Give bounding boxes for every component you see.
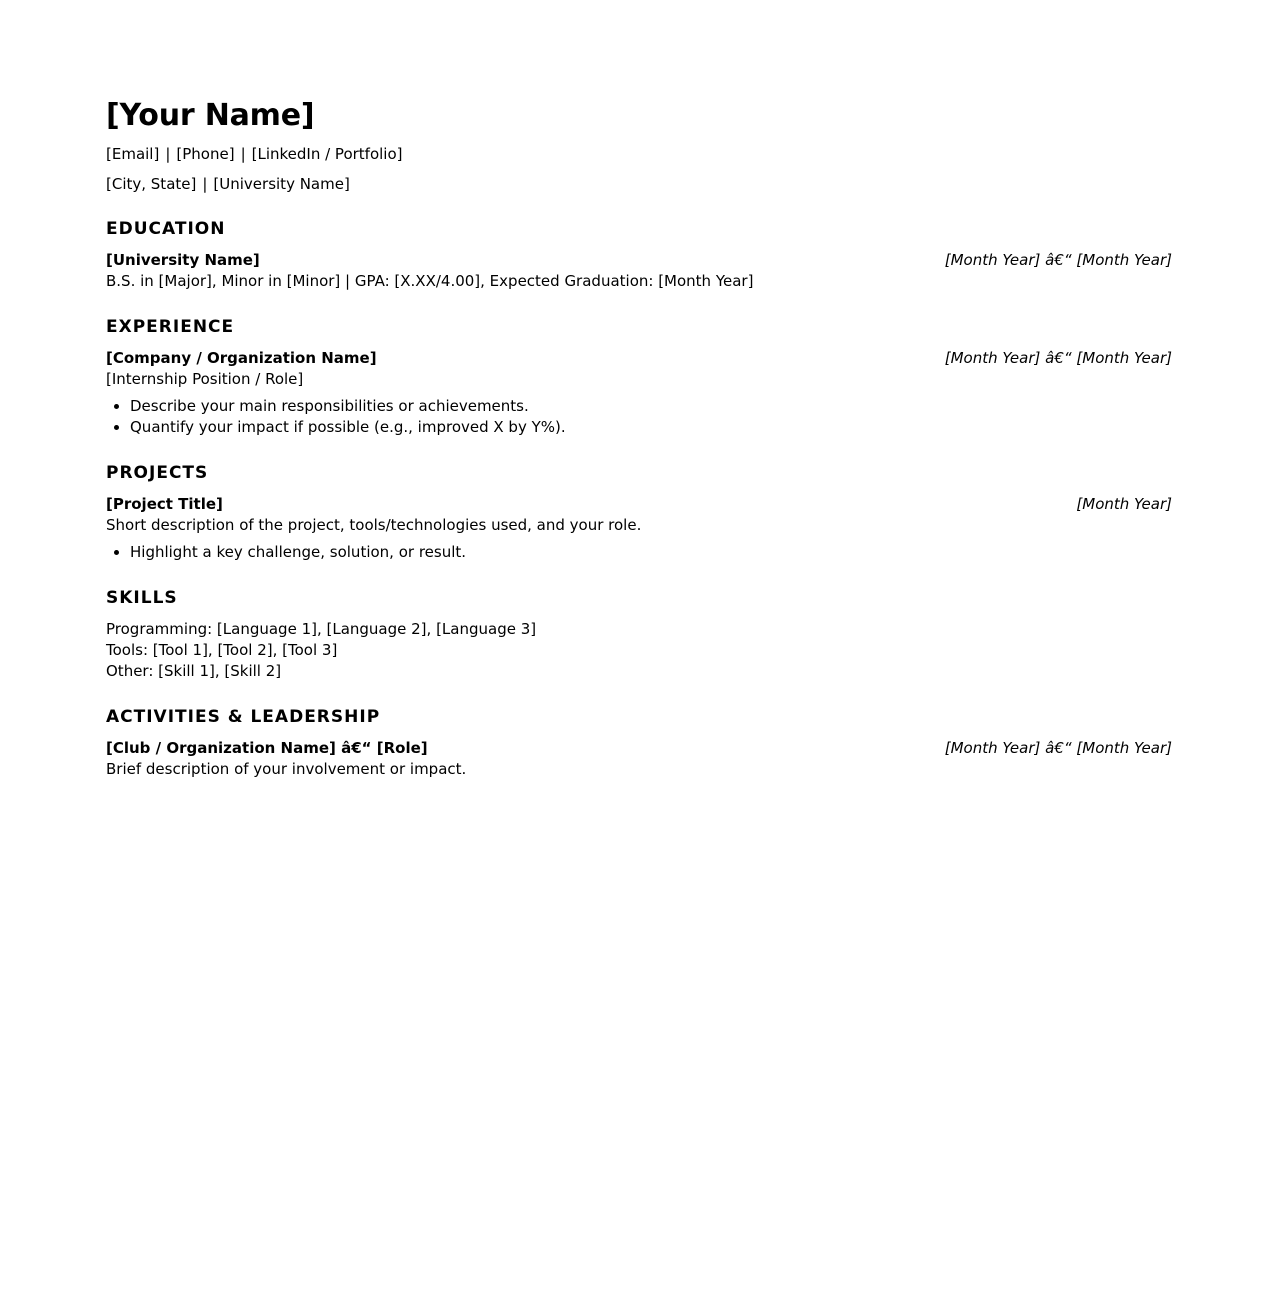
experience-entry-head <box>106 348 1172 369</box>
experience-bullets <box>106 396 1172 438</box>
project-description: Short description of the project, tools/technologies used, and your role. <box>106 516 642 534</box>
experience-date: [Month Year] â€“ [Month Year] <box>944 349 1172 367</box>
activity-date: [Month Year] â€“ [Month Year] <box>944 739 1172 757</box>
skills-other: Other: [Skill 1], [Skill 2] <box>106 662 282 680</box>
contact-line-primary <box>106 144 1172 164</box>
section-title-skills: SKILLS <box>106 588 178 608</box>
contact-line-secondary <box>106 174 1172 194</box>
project-title: [Project Title] <box>106 495 223 513</box>
education-detail: B.S. in [Major], Minor in [Minor] | GPA: [X.XX/4.00], Expected Graduation: [Month Year] <box>106 272 754 290</box>
activities-section <box>106 706 1172 780</box>
contact-phone: [Phone] <box>176 145 235 163</box>
activity-entry-head <box>106 738 1172 759</box>
skills-tools: Tools: [Tool 1], [Tool 2], [Tool 3] <box>106 641 338 659</box>
experience-section <box>106 316 1172 438</box>
activity-club: [Club / Organization Name] â€“ [Role] <box>106 739 428 757</box>
activity-description: Brief description of your involvement or impact. <box>106 760 467 778</box>
section-title-activities: ACTIVITIES & LEADERSHIP <box>106 707 381 727</box>
section-title-experience: EXPERIENCE <box>106 317 235 337</box>
candidate-name: [Your Name] <box>106 98 315 133</box>
resume-header <box>106 96 1172 194</box>
list-item: • Quantify your impact if possible (e.g., improved X by Y%). <box>130 417 1172 438</box>
section-title-education: EDUCATION <box>106 219 226 239</box>
list-item: • Describe your main responsibilities or achievements. <box>130 396 1172 417</box>
section-title-projects: PROJECTS <box>106 463 209 483</box>
contact-email: [Email] <box>106 145 160 163</box>
contact-separator: | <box>202 175 208 193</box>
education-school: [University Name] <box>106 251 260 269</box>
education-section <box>106 218 1172 292</box>
contact-separator: | <box>165 145 171 163</box>
education-date: [Month Year] â€“ [Month Year] <box>944 251 1172 269</box>
project-bullets <box>106 542 1172 563</box>
experience-role: [Internship Position / Role] <box>106 370 304 388</box>
project-date: [Month Year] <box>1076 495 1172 513</box>
projects-section <box>106 462 1172 563</box>
skills-programming: Programming: [Language 1], [Language 2], [Language 3] <box>106 620 537 638</box>
project-entry-head <box>106 494 1172 515</box>
skills-section <box>106 587 1172 682</box>
contact-university: [University Name] <box>213 175 350 193</box>
contact-separator: | <box>240 145 246 163</box>
contact-linkedin: [LinkedIn / Portfolio] <box>251 145 403 163</box>
contact-location: [City, State] <box>106 175 197 193</box>
list-item: • Highlight a key challenge, solution, or result. <box>130 542 1172 563</box>
experience-company: [Company / Organization Name] <box>106 349 377 367</box>
education-entry-head <box>106 250 1172 271</box>
